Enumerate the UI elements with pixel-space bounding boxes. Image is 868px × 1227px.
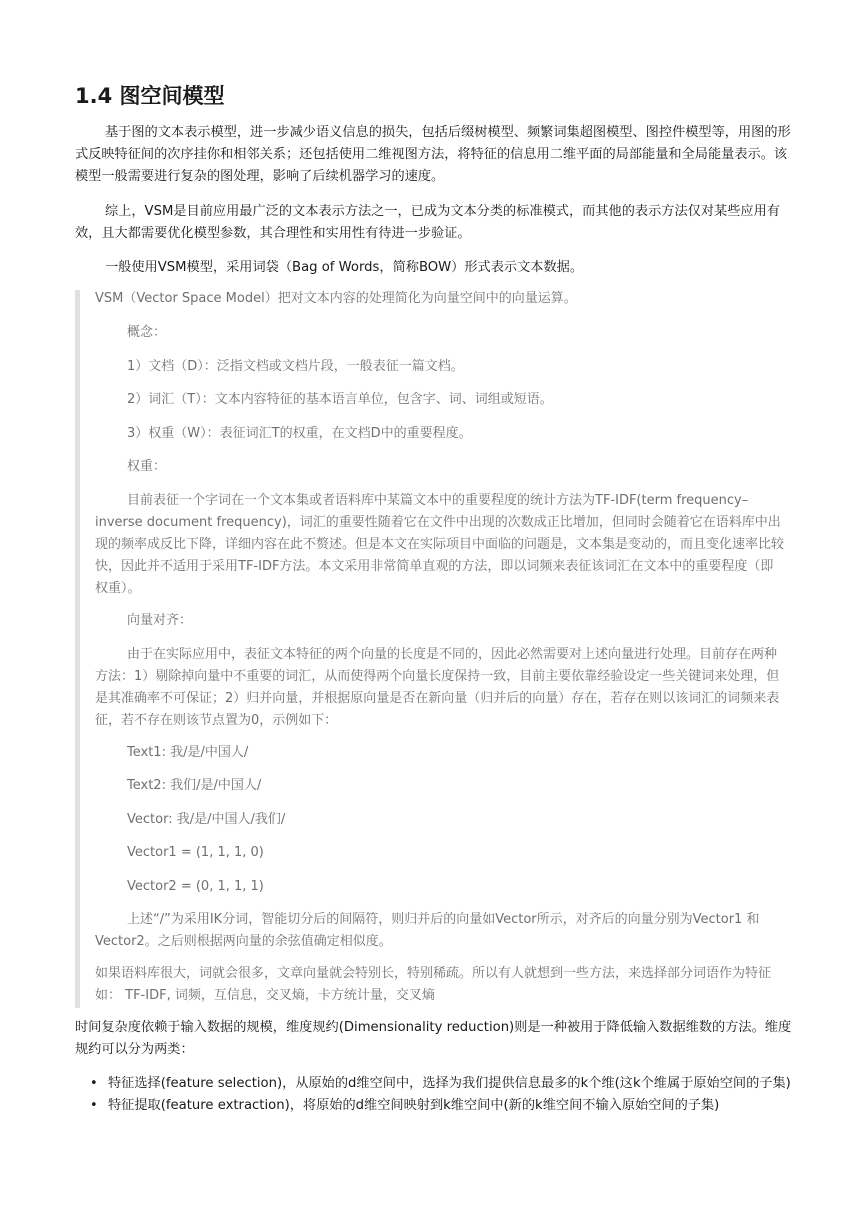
- list-item: [75, 1095, 795, 1117]
- alignment-title: 向量对齐：: [127, 613, 193, 628]
- dimensionality-paragraph: 时间复杂度依赖于输入数据的规模，维度规约(Dimensionality reduction)则是一种被用于降低输入数据维数的方法。维度规约可以分为两类：: [75, 1020, 792, 1057]
- list-item-text: 特征提取(feature extraction)，将原始的d维空间映射到k维空间中(新的k维空间不输入原始空间的子集): [108, 1098, 720, 1113]
- paragraph-graph-model: 基于图的文本表示模型，进一步减少语义信息的损失，包括后缀树模型、频繁词集超图模型、图控件模型等，用图的形式反映特征间的次序挂你和相邻关系；还包括使用二维视图方法，将特征的信息用二维平面的局部能量和全局能量表示。该模型一般需要进行复杂的图处理，影响了后续机器学习的速度。: [75, 125, 791, 184]
- list-item: [75, 1073, 795, 1095]
- example-text1: Text1: 我/是/中国人/: [127, 745, 249, 760]
- concept-weight: 3）权重（W）：表征词汇T的权重，在文档D中的重要程度。: [127, 426, 472, 441]
- concept-document: 1）文档（D）：泛指文档或文档片段，一般表征一篇文档。: [127, 359, 464, 374]
- concept-title: 概念：: [127, 325, 167, 340]
- example-vector: Vector: 我/是/中国人/我们/: [127, 812, 286, 827]
- alignment-paragraph: 由于在实际应用中，表征文本特征的两个向量的长度是不同的，因此必然需要对上述向量进行处理。目前存在两种方法：1）剔除掉向量中不重要的词汇，从而使得两个向量长度保持一致，目前主要依靠经验设定一些关键词来处理，但是其准确率不可保证；2）归并向量，并根据原向量是否在新向量（归并后的向量）存在，若存在则以该词汇的词频来表征，若不存在则该节点置为0，示例如下：: [95, 647, 780, 728]
- reduction-type-list: [75, 1073, 795, 1117]
- bullet-icon: •: [90, 1098, 98, 1113]
- bullet-icon: •: [90, 1076, 98, 1091]
- list-item-text: 特征选择(feature selection)，从原始的d维空间中，选择为我们提供信息最多的k个维(这k个维属于原始空间的子集): [108, 1076, 791, 1091]
- section-heading: 1.4 图空间模型: [75, 84, 225, 108]
- example-vector1: Vector1 = (1, 1, 1, 0): [127, 845, 264, 860]
- quote-intro: VSM（Vector Space Model）把对文本内容的处理简化为向量空间中的向量运算。: [95, 291, 577, 306]
- paragraph-summary: 综上，VSM是目前应用最广泛的文本表示方法之一，已成为文本分类的标准模式，而其他的表示方法仅对某些应用有效，且大都需要优化模型参数，其合理性和实用性有待进一步验证。: [75, 204, 780, 241]
- weight-paragraph: 目前表征一个字词在一个文本集或者语料库中某篇文本中的重要程度的统计方法为TF-IDF(term frequency–inverse document frequency)，词汇的重要性随着它在文件中出现的次数成正比增加，但同时会随着它在语料库中出现的频率成反比下降，详细内容在此不赘述。但是本文在实际项目中面临的问题是，文本集是变动的，而且变化速率比较快，因此并不适用于采用TF-IDF方法。本文采用非常简单直观的方法，即以词频来表征该词汇在文本中的重要程度（即权重）。: [95, 493, 785, 596]
- weight-title: 权重：: [127, 459, 167, 474]
- paragraph-bow: 一般使用VSM模型，采用词袋（Bag of Words，简称BOW）形式表示文本数据。: [105, 260, 584, 275]
- example-text2: Text2: 我们/是/中国人/: [127, 778, 262, 793]
- large-corpus-note: 如果语料库很大，词就会很多，文章向量就会特别长，特别稀疏。所以有人就想到一些方法，来选择部分词语作为特征如： TF-IDF, 词频，互信息，交叉熵，卡方统计量，交叉熵: [95, 966, 772, 1003]
- example-vector2: Vector2 = (0, 1, 1, 1): [127, 879, 264, 894]
- example-summary: 上述“/”为采用IK分词，智能切分后的间隔符，则归并后的向量如Vector所示，对齐后的向量分别为Vector1 和Vector2。之后则根据两向量的余弦值确定相似度。: [95, 912, 760, 949]
- concept-term: 2）词汇（T）：文本内容特征的基本语言单位，包含字、词、词组或短语。: [127, 392, 553, 407]
